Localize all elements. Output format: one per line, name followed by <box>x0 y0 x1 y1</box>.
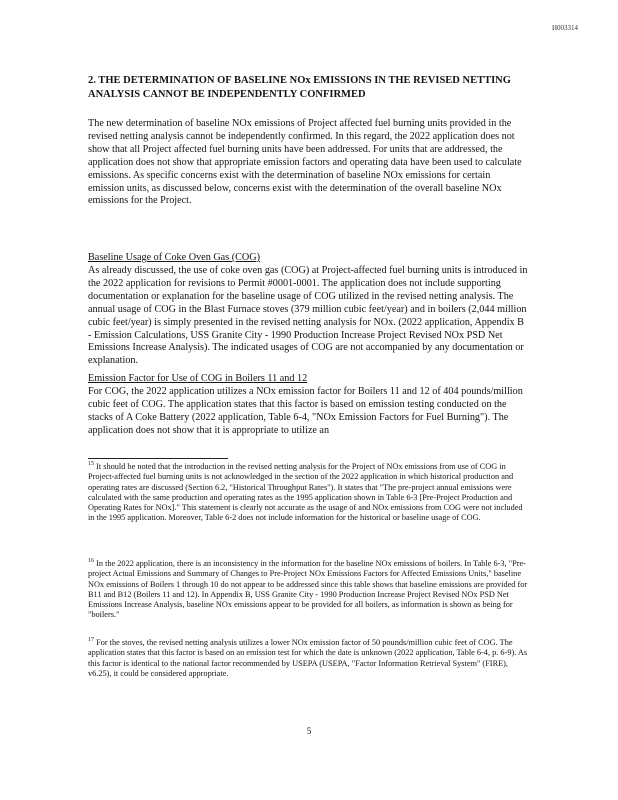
page-number: 5 <box>306 726 312 736</box>
section-heading: 2. THE DETERMINATION OF BASELINE NOx EMISSIONS IN THE REVISED NETTING ANALYSIS CANNOT BE INDEPENDENTLY CONFIRMED <box>88 75 511 100</box>
footnote-text: It should be noted that the introduction in the revised netting analysis for the Project of NOx emissions from use of COG in Project-affected fuel burning units is not acknowledged in the section of the 2022 application in which historical production and operating rates are discussed (Section 6.2, "Historical Throughput Rates"). It states that "The pre-project annual emissions were calculated with the same production and operating rates as the 1995 application shown in Table 6-3 [Pre-Project Production and Operating Rates for NOx]." This statement is clearly not accurate as the usage of and NOx emissions from COG were not included in the 1995 application. Moreover, Table 6-2 does not include information for the historical or baseline usage of COG. <box>88 462 523 523</box>
emission-factor-paragraph: For COG, the 2022 application utilizes a NOx emission factor for Boilers 11 and 12 of 404 pounds/million cubic feet of COG. The application states that this factor is based on emission testing conducted on the stacks of A Coke Battery (2022 application, Table 6-4, "NOx Emission Factors for Fuel Burning"). The application does not show that it is appropriate to utilize an <box>88 386 523 436</box>
intro-paragraph: The new determination of baseline NOx emissions of Project affected fuel burning units provided in the revised netting analysis cannot be independently confirmed. In this regard, the 2022 application does not show that all Project affected fuel burning units have been addressed. For units that are addressed, the application does not show that appropriate emission factors and operating data have been used to calculate emissions. As specific concerns exist with the determination of baseline NOx emissions for certain emission units, as discussed below, concerns exist with the determination of the overall baseline NOx emissions for the Project. <box>88 118 522 207</box>
footnote-text: For the stoves, the revised netting analysis utilizes a lower NOx emission factor of 50 pounds/million cubic feet of COG. The application states that this factor is based on an emission test for which the date is unknown (2022 application, Table 6-4, p. 6-9). As this factor is identical to the national factor recommended by USEPA (USEPA, "Factor Information Retrieval System" (FIRE), v6.25), it could be considered appropriate. <box>88 638 528 678</box>
footnote <box>88 559 528 621</box>
subsection-title-emission-factor: Emission Factor for Use of COG in Boilers 11 and 12 <box>88 373 308 384</box>
footnote-number: 17 <box>88 637 94 644</box>
footnote <box>88 462 528 524</box>
footnote-number: 15 <box>88 461 94 468</box>
footnote-text: In the 2022 application, there is an inconsistency in the information for the baseline NOx emissions of boilers. In Table 6-3, "Pre-project Actual Emissions and Summary of Changes to Pre-Project NOx Emissions Factors for Affected Emissions Units," baseline NOx emissions of Boilers 1 through 10 do not appear to be addressed since this table shows that baseline emissions are provided for B11 and B12 (Boilers 11 and 12). In Appendix B, USS Granite City - 1990 Production Increase Project Revised NOx PSD Net Emissions Increase Analysis, baseline NOx emissions appear to be provided for all boilers, as information is shown as being for "boilers." <box>88 559 528 620</box>
footnote <box>88 638 528 679</box>
document-id: H003314 <box>551 24 578 32</box>
cog-usage-paragraph: As already discussed, the use of coke oven gas (COG) at Project-affected fuel burning units is introduced in the 2022 application for revisions to Permit #0001-0001. The application does not include supporting documentation or explanation for the baseline usage of COG utilized in the revised netting analysis. The annual usage of COG in the Blast Furnace stoves (379 million cubic feet/year) and in boilers (2,044 million cubic feet/year) is simply presented in the revised netting analysis for NOx. (2022 application, Appendix B - Emission Calculations, USS Granite City - 1990 Production Increase Project Revised NOx PSD Net Emissions Increase Analysis). The indicated usages of COG are not accompanied by any documentation or explanation. <box>88 265 528 367</box>
subsection-title-cog-usage: Baseline Usage of Coke Oven Gas (COG) <box>88 252 261 263</box>
footnote-number: 16 <box>88 558 94 565</box>
footnote-divider <box>88 458 228 459</box>
